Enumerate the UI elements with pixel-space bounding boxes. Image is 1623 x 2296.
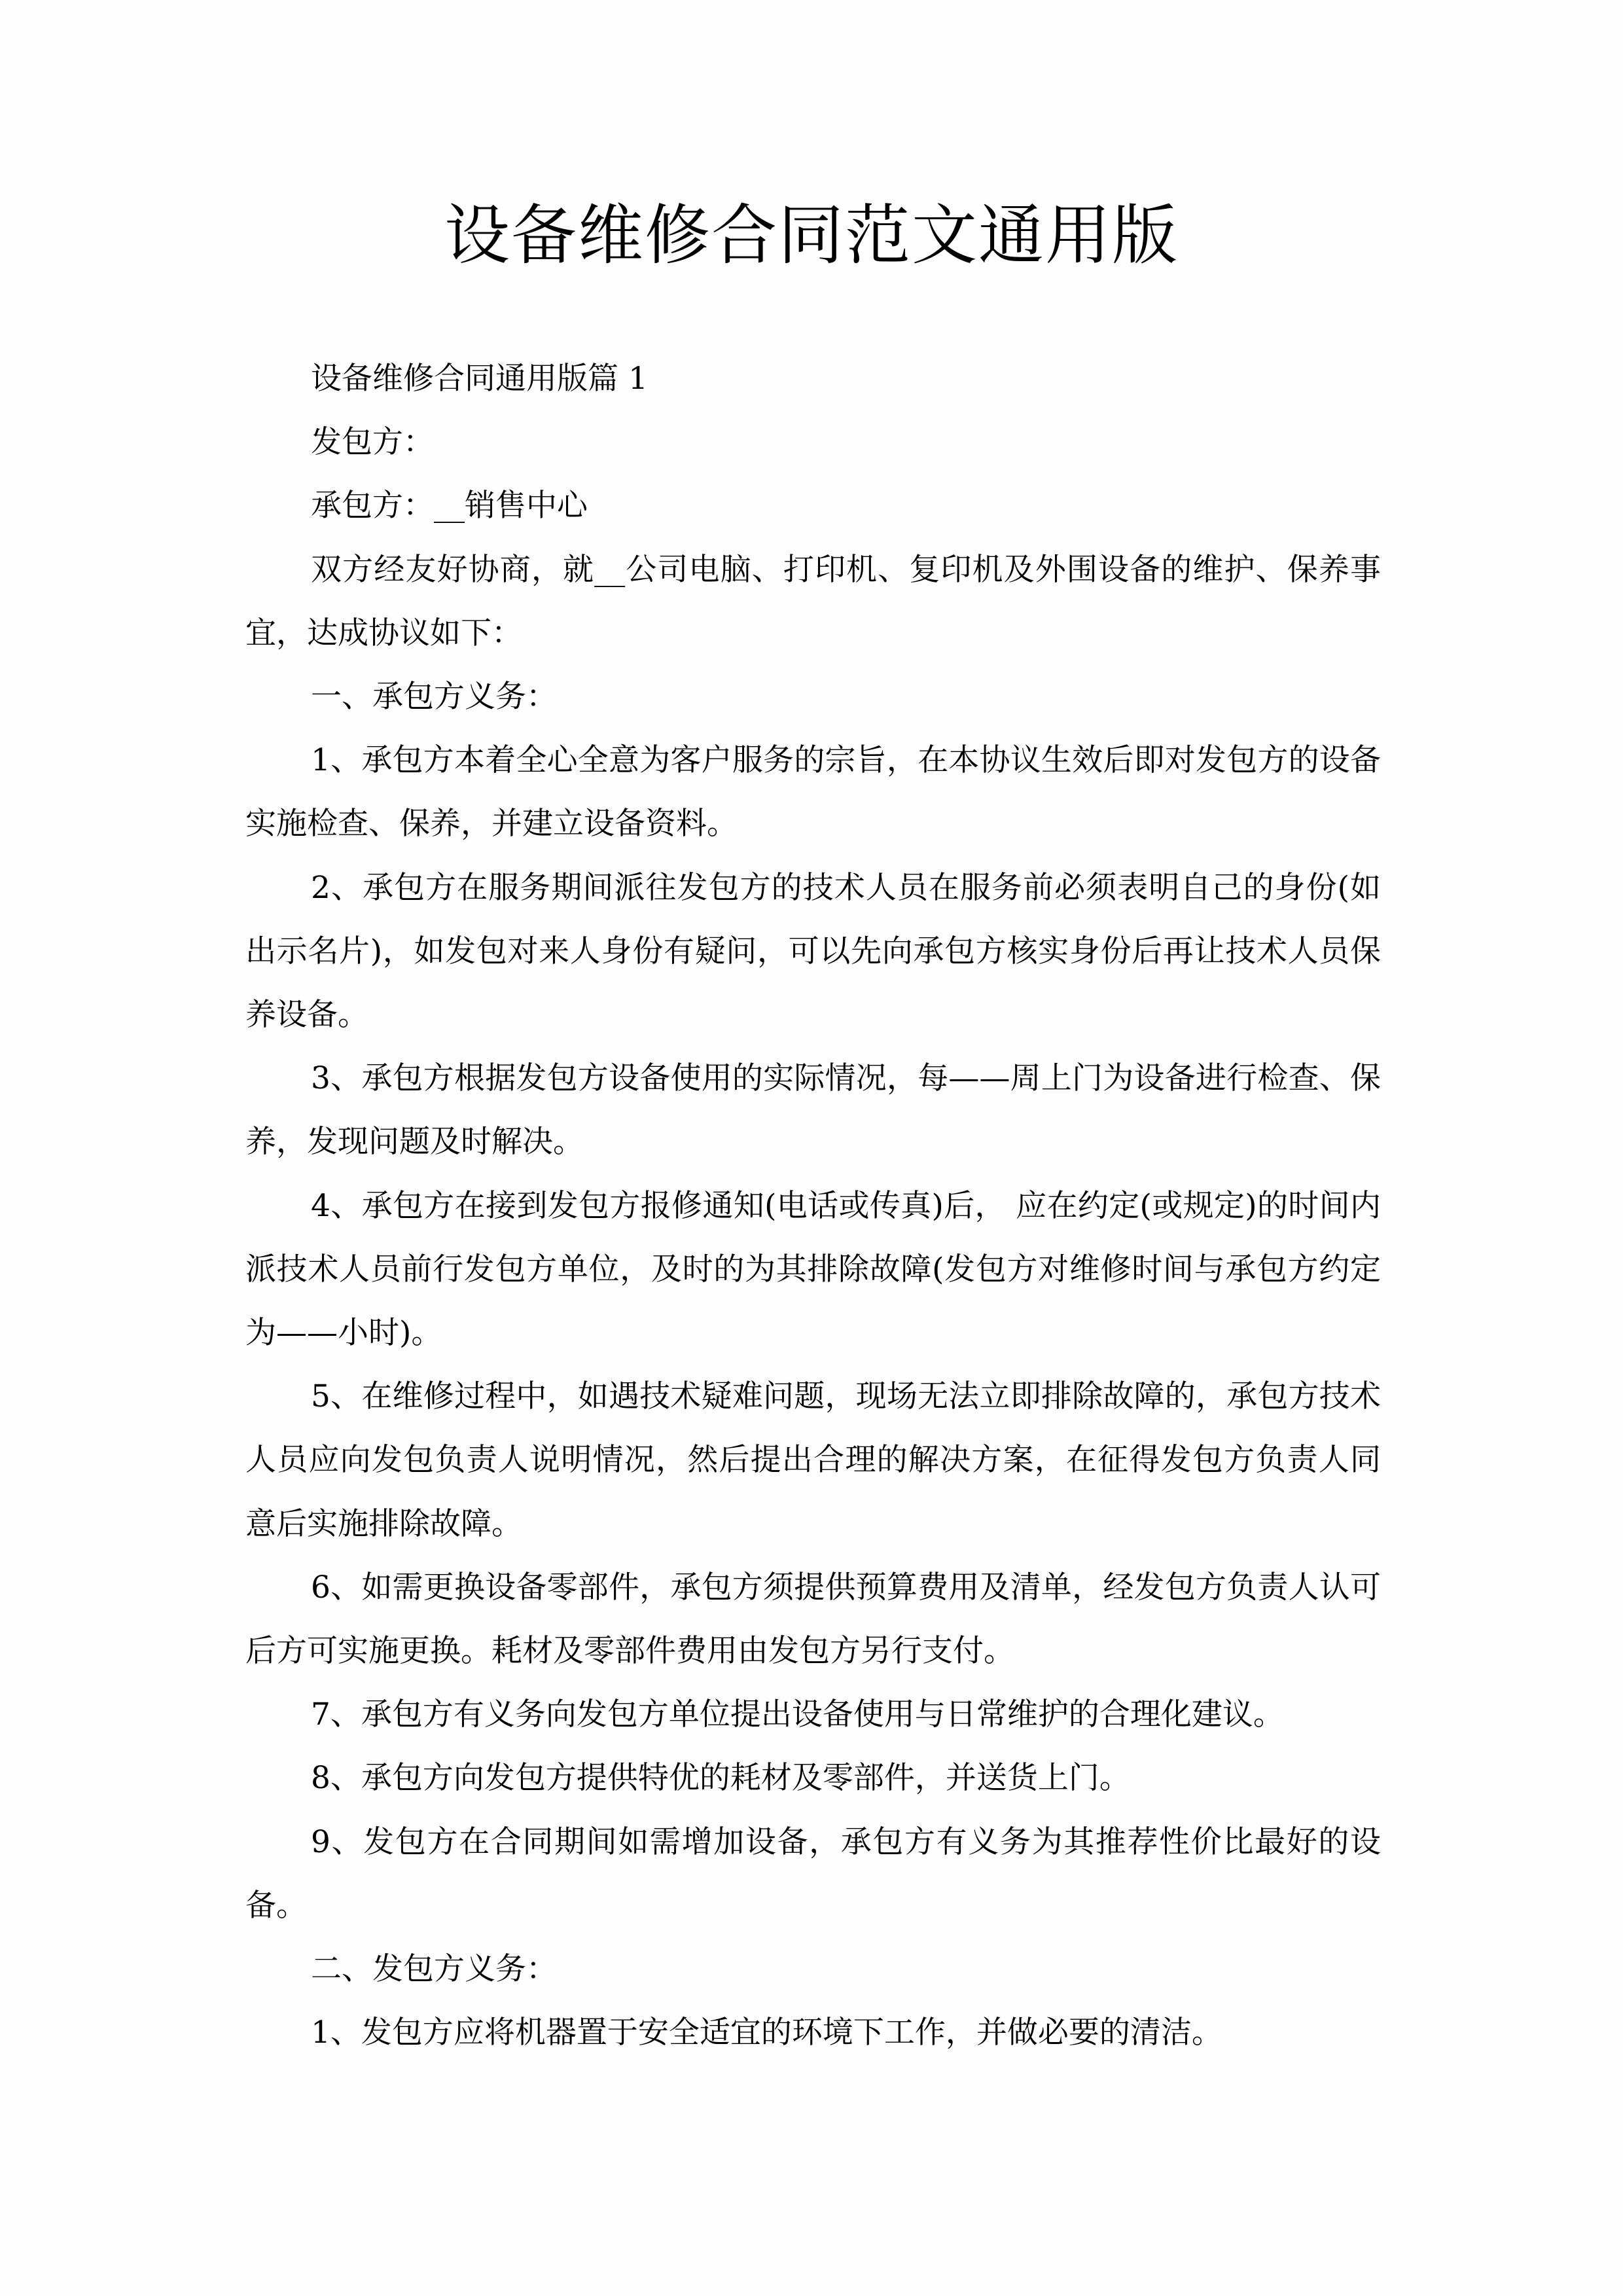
clause-1-8: 8、承包方向发包方提供特优的耗材及零部件，并送货上门。 xyxy=(311,1760,1130,1797)
clause-2-1: 1、发包方应将机器置于安全适宜的环境下工作，并做必要的清洁。 xyxy=(311,2015,1222,2051)
clause-1-5: 5、在维修过程中，如遇技术疑难问题，现场无法立即排除故障的，承包方技术人员应向发包负责人说明情况，然后提出合理的解决方案，在征得发包方负责人同意后实施排除故障。 xyxy=(245,1378,1381,1542)
clause-1-6: 6、如需更换设备零部件，承包方须提供预算费用及清单，经发包方负责人认可后方可实施更换。耗材及零部件费用由发包方另行支付。 xyxy=(245,1569,1381,1670)
party-b-line: 承包方：__销售中心 xyxy=(311,488,588,524)
section-heading-part-1: 设备维修合同通用版篇 1 xyxy=(311,361,648,397)
clause-1-4: 4、承包方在接到发包方报修通知(电话或传真)后， 应在约定(或规定)的时间内派技术人员前行发包方单位，及时的为其排除故障(发包方对维修时间与承包方约定为——小时)。 xyxy=(245,1187,1381,1352)
document-body xyxy=(245,347,1381,2064)
party-a-line: 发包方： xyxy=(311,424,434,461)
clause-1-9: 9、发包方在合同期间如需增加设备，承包方有义务为其推荐性价比最好的设备。 xyxy=(245,1823,1381,1924)
document-title: 设备维修合同范文通用版 xyxy=(444,197,1179,274)
preamble-paragraph: 双方经友好协商，就__公司电脑、打印机、复印机及外围设备的维护、保养事宜，达成协议如下： xyxy=(245,551,1381,651)
clause-1-2: 2、承包方在服务期间派往发包方的技术人员在服务前必须表明自己的身份(如出示名片)，如发包对来人身份有疑问，可以先向承包方核实身份后再让技术人员保养设备。 xyxy=(245,869,1381,1033)
clause-1-3: 3、承包方根据发包方设备使用的实际情况，每——周上门为设备进行检查、保养，发现问题及时解决。 xyxy=(245,1060,1381,1160)
section-heading-contractor-obligations: 一、承包方义务： xyxy=(311,679,557,715)
clause-1-1: 1、承包方本着全心全意为客户服务的宗旨，在本协议生效后即对发包方的设备实施检查、保养，并建立设备资料。 xyxy=(245,742,1381,842)
clause-1-7: 7、承包方有义务向发包方单位提出设备使用与日常维护的合理化建议。 xyxy=(311,1696,1284,1733)
section-heading-client-obligations: 二、发包方义务： xyxy=(311,1951,557,1988)
